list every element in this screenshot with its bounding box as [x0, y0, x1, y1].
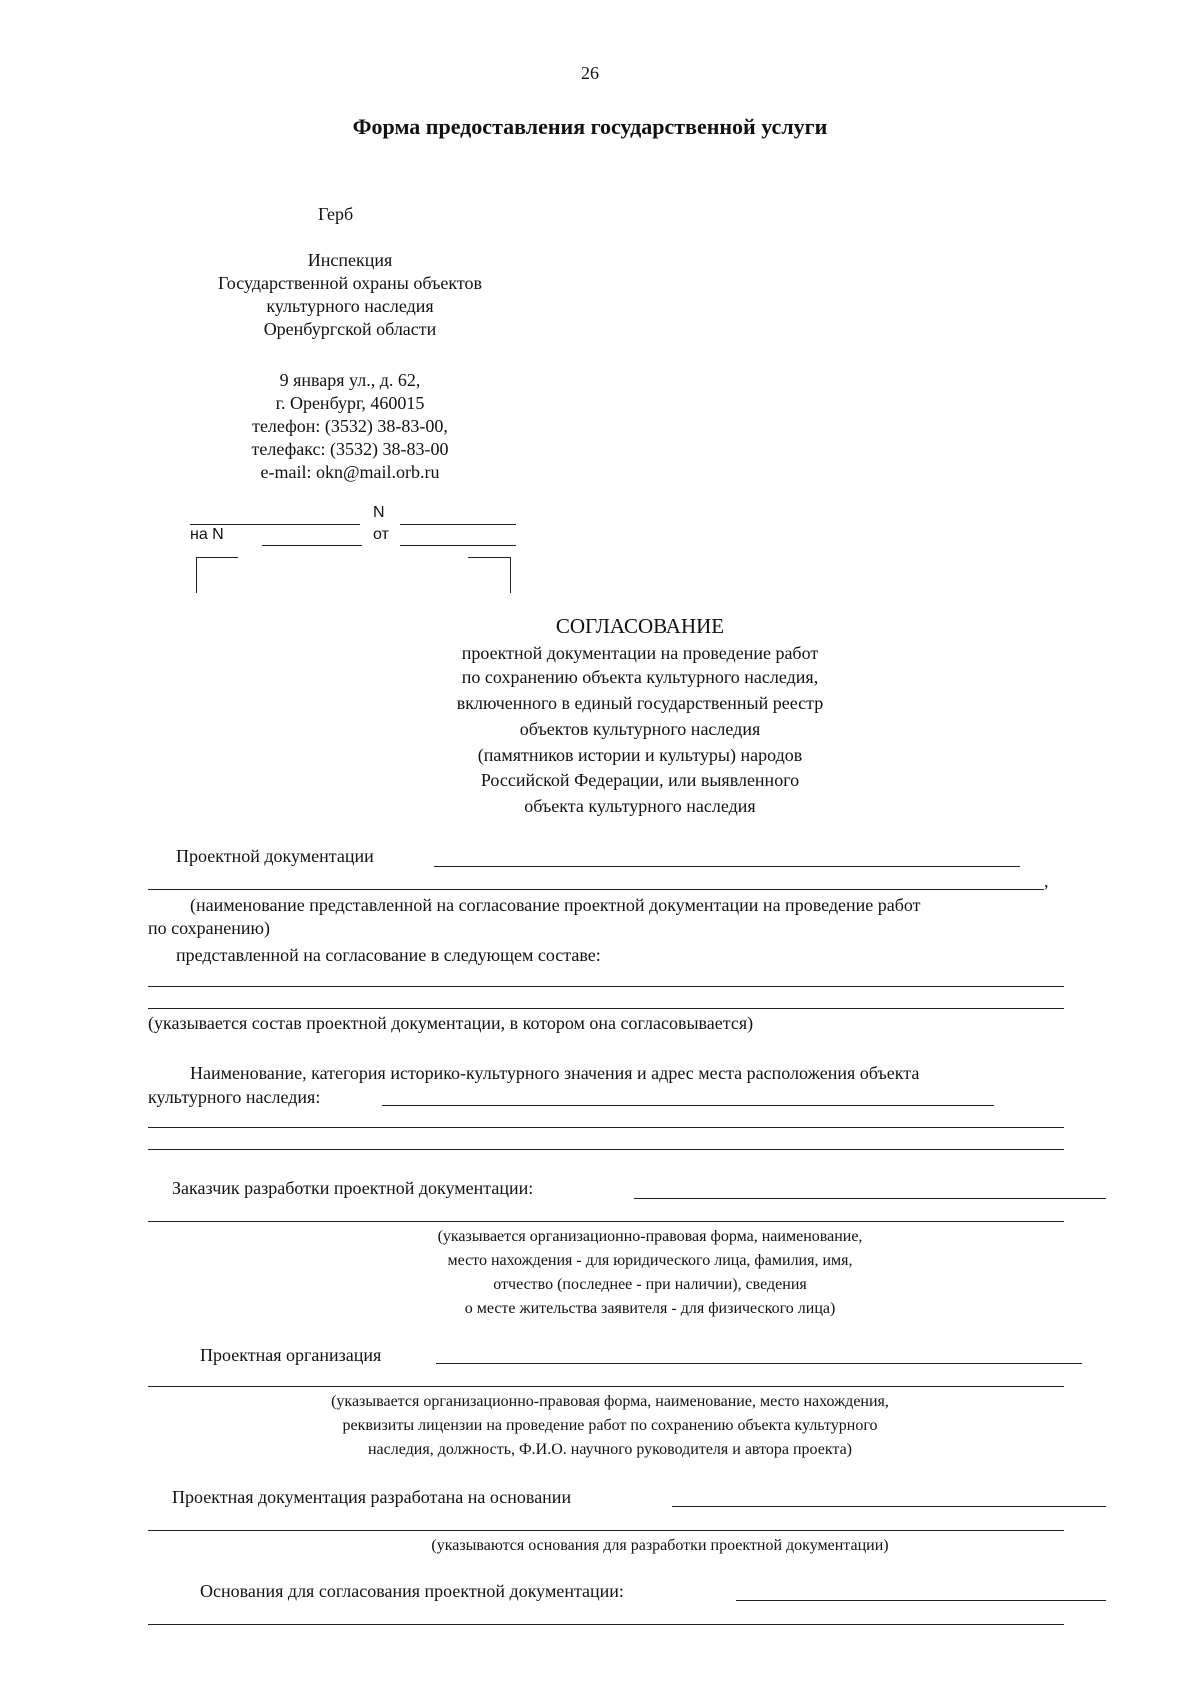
number-field-line[interactable] [400, 524, 516, 525]
number-label: N [373, 504, 385, 521]
address-line: 9 января ул., д. 62, [279, 370, 421, 390]
project-org-hint: (указывается организационно-правовая форма, наименование, место нахождения, [331, 1393, 889, 1410]
org-line: Инспекция [307, 250, 393, 270]
project-org-label: Проектная организация [200, 1345, 382, 1365]
page-number: 26 [581, 63, 599, 83]
address-line: e-mail: okn@mail.orb.ru [260, 462, 440, 482]
date-field-line[interactable] [400, 545, 516, 546]
project-docs-field-line[interactable] [434, 866, 1020, 867]
object-field-line[interactable] [148, 1127, 1064, 1128]
approval-basis-field-line[interactable] [148, 1624, 1064, 1625]
basis-field-line[interactable] [672, 1506, 1106, 1507]
org-line: культурного наследия [266, 296, 434, 316]
composition-label: представленной на согласование в следующем составе: [176, 945, 601, 965]
project-org-field-line[interactable] [436, 1363, 1082, 1364]
customer-hint: о месте жительства заявителя - для физического лица) [464, 1300, 836, 1317]
emblem-placeholder: Герб [318, 204, 354, 224]
project-docs-label: Проектной документации [176, 846, 374, 866]
object-field-line[interactable] [148, 1149, 1064, 1150]
object-label: культурного наследия: [148, 1087, 321, 1107]
address-line: телефакс: (3532) 38-83-00 [251, 439, 449, 459]
customer-field-line[interactable] [634, 1198, 1106, 1199]
heading-line: включенного в единый государственный реестр [456, 693, 824, 713]
object-label: Наименование, категория историко-культурного значения и адрес места расположения объекта [190, 1063, 920, 1083]
project-docs-field-line-2[interactable] [148, 889, 1044, 890]
project-org-hint: реквизиты лицензии на проведение работ по сохранению объекта культурного [342, 1417, 878, 1434]
project-org-hint: наследия, должность, Ф.И.О. научного руководителя и автора проекта) [367, 1441, 852, 1458]
customer-field-line[interactable] [148, 1221, 1064, 1222]
project-docs-hint: (наименование представленной на согласование проектной документации на проведение работ [190, 895, 921, 915]
customer-hint: (указывается организационно-правовая форма, наименование, [437, 1228, 863, 1245]
heading-line: Российской Федерации, или выявленного [480, 770, 800, 790]
basis-field-line[interactable] [148, 1530, 1064, 1531]
customer-label: Заказчик разработки проектной документации: [172, 1178, 534, 1198]
heading-line: объекта культурного наследия [524, 796, 756, 816]
composition-hint: (указывается состав проектной документации, в котором она согласовывается) [148, 1013, 754, 1033]
incoming-number-label: на N [190, 526, 224, 543]
heading-line: по сохранению объекта культурного наследия, [461, 667, 819, 687]
project-org-field-line[interactable] [148, 1386, 1064, 1387]
customer-hint: отчество (последнее - при наличии), сведения [493, 1276, 807, 1293]
composition-field-line[interactable] [148, 1008, 1064, 1009]
approval-basis-label: Основания для согласования проектной документации: [200, 1581, 624, 1601]
outgoing-number-line[interactable] [190, 524, 360, 525]
basis-hint: (указываются основания для разработки проектной документации) [431, 1537, 889, 1554]
date-label: от [373, 526, 389, 543]
object-field-line[interactable] [382, 1105, 994, 1106]
heading-line: (памятников истории и культуры) народов [477, 745, 803, 765]
address-line: г. Оренбург, 460015 [275, 393, 425, 413]
project-docs-hint: по сохранению) [148, 918, 270, 938]
page-title: Форма предоставления государственной услуги [352, 114, 828, 139]
trailing-comma: , [1044, 871, 1049, 891]
customer-hint: место нахождения - для юридического лица, фамилия, имя, [447, 1252, 853, 1269]
org-line: Оренбургской области [263, 319, 437, 339]
heading-line: проектной документации на проведение работ [461, 643, 819, 663]
composition-field-line[interactable] [148, 986, 1064, 987]
basis-label: Проектная документация разработана на основании [172, 1487, 572, 1507]
org-line: Государственной охраны объектов [217, 273, 483, 293]
approval-basis-field-line[interactable] [736, 1600, 1106, 1601]
address-line: телефон: (3532) 38-83-00, [252, 416, 448, 436]
heading-soglasovanie: СОГЛАСОВАНИЕ [555, 614, 725, 638]
incoming-number-line[interactable] [262, 545, 362, 546]
heading-line: объектов культурного наследия [519, 719, 761, 739]
